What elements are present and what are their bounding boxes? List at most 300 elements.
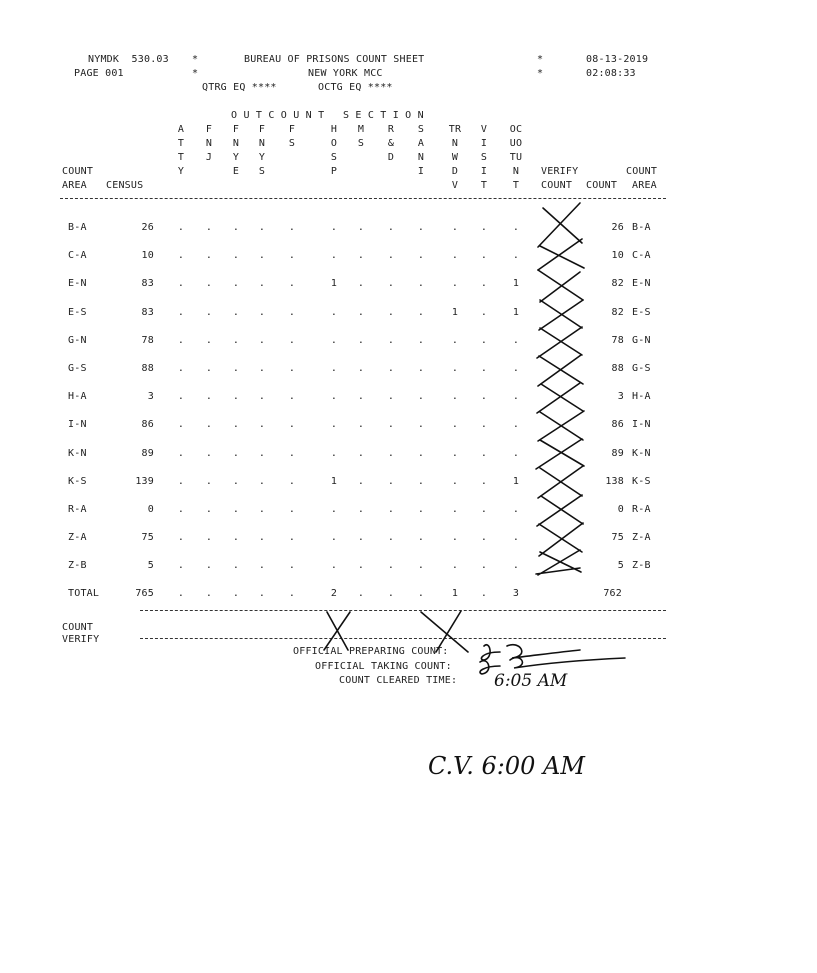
row-cell: . xyxy=(330,335,338,346)
row-census: 5 xyxy=(147,560,154,571)
form-id: NYMDK 530.03 xyxy=(88,54,169,65)
column-header-letter: UO xyxy=(509,138,523,149)
row-count: 138 xyxy=(605,476,624,487)
row-cell: . xyxy=(232,448,240,459)
row-cell: . xyxy=(330,560,338,571)
row-area: Z-B xyxy=(68,560,87,571)
row-cell: . xyxy=(330,391,338,402)
row-cell: . xyxy=(480,250,488,261)
row-cell: . xyxy=(357,307,365,318)
row-count-area: Z-B xyxy=(632,560,651,571)
row-cell: . xyxy=(205,307,213,318)
row-count-area: C-A xyxy=(632,250,651,261)
row-cell: . xyxy=(258,419,266,430)
row-count-area: I-N xyxy=(632,419,651,430)
row-cell: . xyxy=(357,222,365,233)
row-area: K-N xyxy=(68,448,87,459)
column-header-letter: A xyxy=(177,124,185,135)
total-cell: 2 xyxy=(330,588,338,599)
row-cell: . xyxy=(357,363,365,374)
row-cell: 1 xyxy=(330,278,338,289)
row-cell: 1 xyxy=(451,307,459,318)
total-cell: . xyxy=(258,588,266,599)
row-cell: . xyxy=(512,532,520,543)
column-header-letter: N xyxy=(232,138,240,149)
row-cell: . xyxy=(512,560,520,571)
row-cell: . xyxy=(205,250,213,261)
row-cell: . xyxy=(417,307,425,318)
row-cell: 1 xyxy=(512,307,520,318)
row-census: 86 xyxy=(141,419,154,430)
verify-x-marks xyxy=(536,203,584,575)
row-count-area: R-A xyxy=(632,504,651,515)
header-star: * xyxy=(192,54,199,65)
column-header-letter: T xyxy=(177,138,185,149)
column-header-letter: J xyxy=(205,152,213,163)
row-cell: . xyxy=(512,222,520,233)
row-area: C-A xyxy=(68,250,87,261)
row-cell: . xyxy=(288,307,296,318)
row-census: 83 xyxy=(141,307,154,318)
row-cell: . xyxy=(417,391,425,402)
row-cell: . xyxy=(205,391,213,402)
row-count: 89 xyxy=(611,448,624,459)
row-cell: . xyxy=(258,391,266,402)
row-cell: . xyxy=(205,278,213,289)
total-cell: . xyxy=(232,588,240,599)
column-header-letter: F xyxy=(205,124,213,135)
row-cell: . xyxy=(330,250,338,261)
row-census: 78 xyxy=(141,335,154,346)
row-cell: . xyxy=(387,419,395,430)
row-cell: . xyxy=(480,419,488,430)
row-cell: . xyxy=(357,250,365,261)
column-header-letter: TU xyxy=(509,152,523,163)
row-cell: . xyxy=(205,335,213,346)
row-area: R-A xyxy=(68,504,87,515)
total-cell: . xyxy=(205,588,213,599)
row-count: 26 xyxy=(611,222,624,233)
count-header: COUNT xyxy=(62,166,94,177)
row-count-area: E-S xyxy=(632,307,651,318)
row-cell: . xyxy=(288,363,296,374)
row-count: 0 xyxy=(617,504,624,515)
column-header-letter: N xyxy=(258,138,266,149)
row-cell: . xyxy=(232,504,240,515)
row-cell: . xyxy=(232,560,240,571)
total-count: 762 xyxy=(603,588,622,599)
row-area: G-S xyxy=(68,363,87,374)
row-cell: . xyxy=(512,391,520,402)
row-cell: . xyxy=(330,363,338,374)
taking-signature xyxy=(480,658,625,674)
area-header: AREA xyxy=(62,180,87,191)
row-count-area: Z-A xyxy=(632,532,651,543)
column-header-letter: TR xyxy=(448,124,462,135)
column-header-letter: OC xyxy=(509,124,523,135)
column-header-letter: M xyxy=(357,124,365,135)
row-cell: . xyxy=(387,476,395,487)
row-cell: . xyxy=(480,307,488,318)
page-number: PAGE 001 xyxy=(74,68,124,79)
row-cell: . xyxy=(177,560,185,571)
row-count: 86 xyxy=(611,419,624,430)
count-cleared-label: COUNT CLEARED TIME: xyxy=(339,675,458,686)
row-cell: . xyxy=(177,335,185,346)
row-count: 78 xyxy=(611,335,624,346)
row-count: 10 xyxy=(611,250,624,261)
header-star-right: * xyxy=(537,54,544,65)
row-cell: . xyxy=(205,448,213,459)
row-cell: . xyxy=(258,560,266,571)
row-count-area: H-A xyxy=(632,391,651,402)
row-count: 82 xyxy=(611,307,624,318)
row-census: 75 xyxy=(141,532,154,543)
row-cell: . xyxy=(177,448,185,459)
column-header-letter: N xyxy=(451,138,459,149)
preparing-signature xyxy=(481,645,580,660)
row-census: 10 xyxy=(141,250,154,261)
row-cell: . xyxy=(387,335,395,346)
row-cell: . xyxy=(177,391,185,402)
column-header-letter: N xyxy=(512,166,520,177)
column-header-letter: N xyxy=(205,138,213,149)
row-cell: . xyxy=(205,222,213,233)
column-header-letter: I xyxy=(417,166,425,177)
row-cell: . xyxy=(451,335,459,346)
row-cell: . xyxy=(357,560,365,571)
column-header-letter: Y xyxy=(258,152,266,163)
column-header-letter: S xyxy=(417,124,425,135)
row-cell: . xyxy=(480,222,488,233)
row-cell: . xyxy=(451,363,459,374)
column-header-letter: A xyxy=(417,138,425,149)
total-cell: . xyxy=(480,588,488,599)
row-area: K-S xyxy=(68,476,87,487)
row-census: 139 xyxy=(135,476,154,487)
row-cell: . xyxy=(451,476,459,487)
row-cell: . xyxy=(417,278,425,289)
header-star-right-2: * xyxy=(537,68,544,79)
row-count: 75 xyxy=(611,532,624,543)
verify-x-hosp xyxy=(324,612,350,650)
row-cell: . xyxy=(205,476,213,487)
header-star-2: * xyxy=(192,68,199,79)
row-cell: . xyxy=(232,363,240,374)
row-cell: . xyxy=(288,448,296,459)
row-cell: . xyxy=(512,448,520,459)
row-cell: . xyxy=(232,335,240,346)
column-header-letter: V xyxy=(451,180,459,191)
row-cell: . xyxy=(512,335,520,346)
row-cell: . xyxy=(451,222,459,233)
row-cell: . xyxy=(258,363,266,374)
row-cell: . xyxy=(288,476,296,487)
row-cell: . xyxy=(480,363,488,374)
row-count-area: K-S xyxy=(632,476,651,487)
row-cell: . xyxy=(232,250,240,261)
row-cell: . xyxy=(451,278,459,289)
report-date: 08-13-2019 xyxy=(586,54,649,65)
row-cell: . xyxy=(451,504,459,515)
row-count: 88 xyxy=(611,363,624,374)
column-header-letter: H xyxy=(330,124,338,135)
column-header-letter: E xyxy=(232,166,240,177)
row-cell: 1 xyxy=(512,476,520,487)
row-census: 83 xyxy=(141,278,154,289)
row-cell: . xyxy=(357,335,365,346)
row-count-area: G-N xyxy=(632,335,651,346)
count-area-header-top: COUNT xyxy=(626,166,658,177)
row-cell: . xyxy=(512,363,520,374)
row-cell: . xyxy=(205,504,213,515)
column-header-letter: N xyxy=(417,152,425,163)
row-cell: . xyxy=(232,278,240,289)
column-header-letter: T xyxy=(177,152,185,163)
qtrg-label: QTRG EQ **** xyxy=(202,82,277,93)
row-area: E-N xyxy=(68,278,87,289)
page-title: BUREAU OF PRISONS COUNT SHEET xyxy=(244,54,425,65)
row-census: 0 xyxy=(147,504,154,515)
row-cell: . xyxy=(387,222,395,233)
column-header-letter: S xyxy=(357,138,365,149)
row-area: E-S xyxy=(68,307,87,318)
row-cell: . xyxy=(387,307,395,318)
row-cell: . xyxy=(258,532,266,543)
row-cell: . xyxy=(480,391,488,402)
row-cell: . xyxy=(205,560,213,571)
row-cell: . xyxy=(330,532,338,543)
row-cell: . xyxy=(330,448,338,459)
row-cell: . xyxy=(387,504,395,515)
row-area: I-N xyxy=(68,419,87,430)
column-header-letter: F xyxy=(232,124,240,135)
row-cell: . xyxy=(417,448,425,459)
row-cell: . xyxy=(258,335,266,346)
row-cell: . xyxy=(232,419,240,430)
row-cell: . xyxy=(258,476,266,487)
row-cell: . xyxy=(417,363,425,374)
row-cell: . xyxy=(480,335,488,346)
row-cell: . xyxy=(480,278,488,289)
row-cell: . xyxy=(177,532,185,543)
row-cell: . xyxy=(417,250,425,261)
column-header-letter: Y xyxy=(232,152,240,163)
count-area-header: AREA xyxy=(632,180,657,191)
row-cell: . xyxy=(512,250,520,261)
facility-name: NEW YORK MCC xyxy=(308,68,383,79)
row-cell: . xyxy=(258,278,266,289)
column-header-letter: S xyxy=(258,166,266,177)
column-header-letter: F xyxy=(258,124,266,135)
column-header-letter: P xyxy=(330,166,338,177)
column-header-letter: T xyxy=(480,180,488,191)
total-census: 765 xyxy=(135,588,154,599)
row-cell: . xyxy=(258,448,266,459)
total-cell: 1 xyxy=(451,588,459,599)
column-header-letter: D xyxy=(387,152,395,163)
row-cell: . xyxy=(387,532,395,543)
row-cell: . xyxy=(480,504,488,515)
row-cell: . xyxy=(177,419,185,430)
row-count: 5 xyxy=(617,560,624,571)
column-header-letter: O xyxy=(330,138,338,149)
row-cell: . xyxy=(205,363,213,374)
row-cell: . xyxy=(451,391,459,402)
row-count: 3 xyxy=(617,391,624,402)
row-cell: . xyxy=(177,250,185,261)
row-count-area: B-A xyxy=(632,222,651,233)
handwritten-note: C.V. 6:00 AM xyxy=(428,752,585,780)
row-cell: . xyxy=(330,504,338,515)
row-cell: . xyxy=(288,335,296,346)
column-header-letter: D xyxy=(451,166,459,177)
row-cell: . xyxy=(232,476,240,487)
column-header-letter: S xyxy=(480,152,488,163)
row-cell: . xyxy=(205,419,213,430)
report-time: 02:08:33 xyxy=(586,68,636,79)
outcount-section-title: O U T C O U N T S E C T I O N xyxy=(231,110,424,121)
row-cell: . xyxy=(177,222,185,233)
row-area: B-A xyxy=(68,222,87,233)
row-area: H-A xyxy=(68,391,87,402)
total-cell: . xyxy=(288,588,296,599)
row-cell: . xyxy=(387,560,395,571)
row-area: G-N xyxy=(68,335,87,346)
row-cell: . xyxy=(387,448,395,459)
row-count: 82 xyxy=(611,278,624,289)
row-cell: . xyxy=(258,307,266,318)
row-cell: . xyxy=(451,419,459,430)
row-count-area: K-N xyxy=(632,448,651,459)
row-cell: . xyxy=(357,504,365,515)
row-cell: . xyxy=(232,307,240,318)
row-cell: . xyxy=(357,391,365,402)
octg-label: OCTG EQ **** xyxy=(318,82,393,93)
row-cell: . xyxy=(387,250,395,261)
column-header-letter: Y xyxy=(177,166,185,177)
count-col-header: COUNT xyxy=(586,180,618,191)
column-header-letter: I xyxy=(480,138,488,149)
row-cell: . xyxy=(512,419,520,430)
row-cell: . xyxy=(480,532,488,543)
row-cell: . xyxy=(330,419,338,430)
row-cell: . xyxy=(288,278,296,289)
row-cell: . xyxy=(512,504,520,515)
row-cell: . xyxy=(417,419,425,430)
row-count-area: E-N xyxy=(632,278,651,289)
row-cell: . xyxy=(357,419,365,430)
row-cell: . xyxy=(417,222,425,233)
row-cell: . xyxy=(451,532,459,543)
row-cell: . xyxy=(288,419,296,430)
row-cell: . xyxy=(177,504,185,515)
verify-count-header: COUNT xyxy=(541,180,573,191)
total-label: TOTAL xyxy=(68,588,100,599)
row-cell: . xyxy=(232,222,240,233)
row-cell: . xyxy=(357,476,365,487)
row-cell: . xyxy=(258,504,266,515)
row-cell: . xyxy=(205,532,213,543)
row-cell: . xyxy=(417,476,425,487)
row-cell: . xyxy=(417,560,425,571)
row-cell: . xyxy=(177,307,185,318)
total-cell: 3 xyxy=(512,588,520,599)
row-cell: . xyxy=(258,222,266,233)
column-header-letter: I xyxy=(480,166,488,177)
row-cell: . xyxy=(387,363,395,374)
total-cell: . xyxy=(357,588,365,599)
row-cell: . xyxy=(451,250,459,261)
row-cell: . xyxy=(288,504,296,515)
row-cell: . xyxy=(288,391,296,402)
official-taking-label: OFFICIAL TAKING COUNT: xyxy=(315,661,452,672)
row-cell: . xyxy=(288,560,296,571)
row-cell: . xyxy=(480,448,488,459)
row-cell: . xyxy=(330,307,338,318)
column-header-letter: & xyxy=(387,138,395,149)
column-header-letter: F xyxy=(288,124,296,135)
row-cell: . xyxy=(357,448,365,459)
row-cell: 1 xyxy=(330,476,338,487)
census-header: CENSUS xyxy=(106,180,144,191)
row-census: 88 xyxy=(141,363,154,374)
row-cell: . xyxy=(177,278,185,289)
row-cell: . xyxy=(357,278,365,289)
verify-x-trndv xyxy=(421,611,468,652)
row-census: 89 xyxy=(141,448,154,459)
total-cell: . xyxy=(417,588,425,599)
row-cell: . xyxy=(357,532,365,543)
row-cell: . xyxy=(417,532,425,543)
column-header-letter: S xyxy=(288,138,296,149)
row-cell: 1 xyxy=(512,278,520,289)
verify-header: VERIFY xyxy=(541,166,579,177)
row-cell: . xyxy=(451,448,459,459)
row-cell: . xyxy=(417,504,425,515)
row-cell: . xyxy=(451,560,459,571)
column-header-letter: T xyxy=(512,180,520,191)
row-count-area: G-S xyxy=(632,363,651,374)
row-cell: . xyxy=(330,222,338,233)
official-preparing-label: OFFICIAL PREPARING COUNT: xyxy=(293,646,449,657)
column-header-letter: W xyxy=(451,152,459,163)
total-cell: . xyxy=(177,588,185,599)
row-cell: . xyxy=(387,391,395,402)
row-cell: . xyxy=(288,222,296,233)
column-header-letter: S xyxy=(330,152,338,163)
column-header-letter: R xyxy=(387,124,395,135)
row-cell: . xyxy=(177,476,185,487)
row-cell: . xyxy=(232,532,240,543)
row-cell: . xyxy=(288,532,296,543)
row-cell: . xyxy=(258,250,266,261)
row-census: 26 xyxy=(141,222,154,233)
count-cleared-time: 6:05 AM xyxy=(494,671,568,691)
row-cell: . xyxy=(480,560,488,571)
row-cell: . xyxy=(232,391,240,402)
row-cell: . xyxy=(177,363,185,374)
row-cell: . xyxy=(387,278,395,289)
count-verify-label-1: COUNT xyxy=(62,622,94,633)
row-area: Z-A xyxy=(68,532,87,543)
row-cell: . xyxy=(417,335,425,346)
column-header-letter: V xyxy=(480,124,488,135)
row-cell: . xyxy=(288,250,296,261)
total-cell: . xyxy=(387,588,395,599)
count-verify-label-2: VERIFY xyxy=(62,634,100,645)
row-cell: . xyxy=(480,476,488,487)
